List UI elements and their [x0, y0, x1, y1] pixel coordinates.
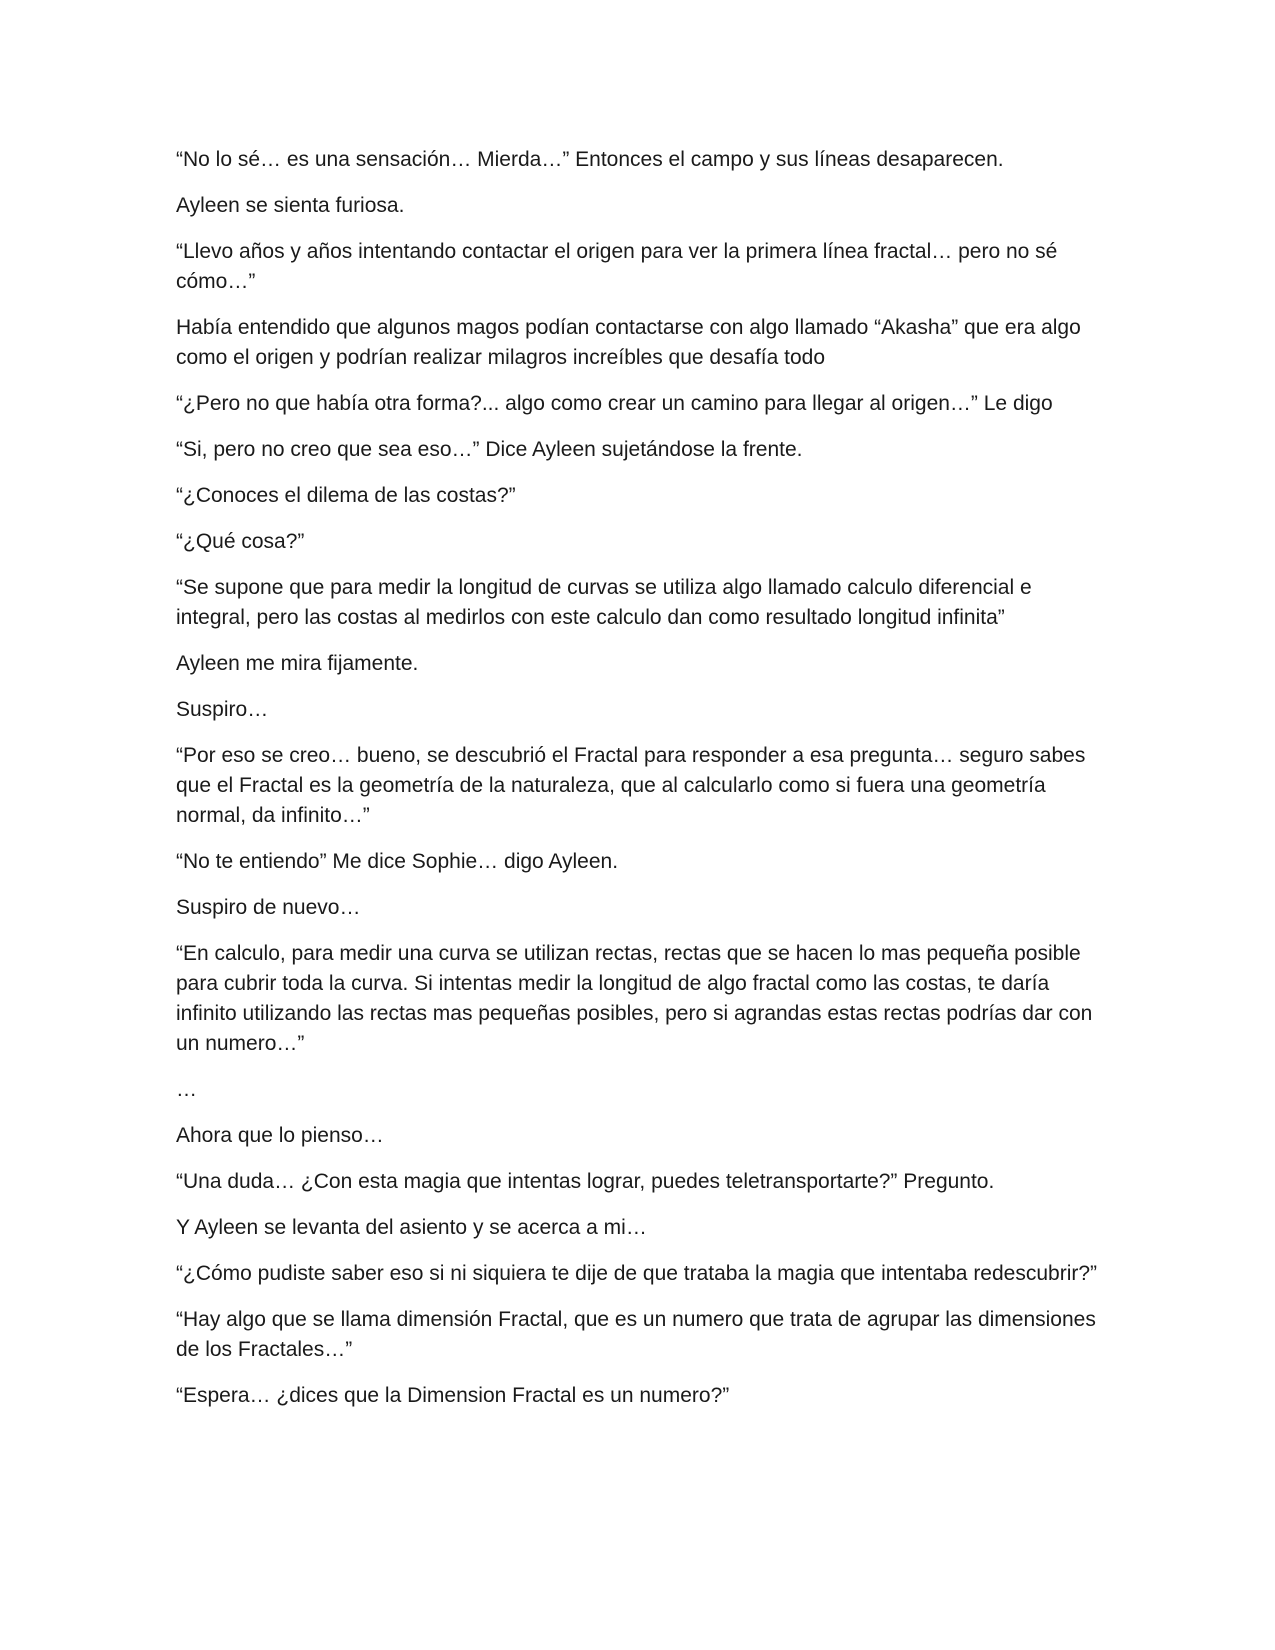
- paragraph: Suspiro de nuevo…: [176, 896, 361, 919]
- paragraph: “Si, pero no creo que sea eso…” Dice Ayleen sujetándose la frente.: [176, 438, 803, 461]
- paragraph: Y Ayleen se levanta del asiento y se acerca a mi…: [176, 1216, 647, 1239]
- paragraph: “Una duda… ¿Con esta magia que intentas lograr, puedes teletransportarte?” Pregunto.: [176, 1170, 995, 1193]
- paragraph: “¿Cómo pudiste saber eso si ni siquiera te dije de que trataba la magia que intentaba redescubrir?”: [176, 1262, 1098, 1285]
- paragraph: “Llevo años y años intentando contactar el origen para ver la primera línea fractal… pero no sé cómo…”: [176, 240, 1058, 293]
- paragraph: Ayleen me mira fijamente.: [176, 652, 419, 675]
- paragraph: “¿Conoces el dilema de las costas?”: [176, 484, 516, 507]
- paragraph: “Espera… ¿dices que la Dimension Fractal es un numero?”: [176, 1384, 730, 1407]
- paragraph: “¿Pero no que había otra forma?... algo como crear un camino para llegar al origen…” Le digo: [176, 392, 1053, 415]
- paragraph: Ayleen se sienta furiosa.: [176, 194, 405, 217]
- paragraph: “Hay algo que se llama dimensión Fractal, que es un numero que trata de agrupar las dimensiones de los Fractales…”: [176, 1308, 1096, 1361]
- paragraph: “Por eso se creo… bueno, se descubrió el Fractal para responder a esa pregunta… seguro sabes que el Fractal es la geometría de la naturaleza, que al calcularlo como si fuera una geometría normal, da infinito…”: [176, 744, 1086, 827]
- document-body: [176, 145, 1101, 1427]
- paragraph: “No te entiendo” Me dice Sophie… digo Ayleen.: [176, 850, 619, 873]
- paragraph: “En calculo, para medir una curva se utilizan rectas, rectas que se hacen lo mas pequeña posible para cubrir toda la curva. Si intentas medir la longitud de algo fractal como las costas, te daría infinito utilizando las rectas mas pequeñas posibles, pero si agrandas estas rectas podrías dar con un numero…”: [176, 942, 1093, 1055]
- paragraph: “Se supone que para medir la longitud de curvas se utiliza algo llamado calculo diferencial e integral, pero las costas al medirlos con este calculo dan como resultado longitud infinita”: [176, 576, 1032, 629]
- paragraph: “¿Qué cosa?”: [176, 530, 305, 553]
- paragraph: Suspiro…: [176, 698, 269, 721]
- paragraph: Había entendido que algunos magos podían contactarse con algo llamado “Akasha” que era algo como el origen y podrían realizar milagros increíbles que desafía todo: [176, 316, 1081, 369]
- paragraph: …: [176, 1078, 197, 1101]
- paragraph: Ahora que lo pienso…: [176, 1124, 384, 1147]
- paragraph: “No lo sé… es una sensación… Mierda…” Entonces el campo y sus líneas desaparecen.: [176, 148, 1004, 171]
